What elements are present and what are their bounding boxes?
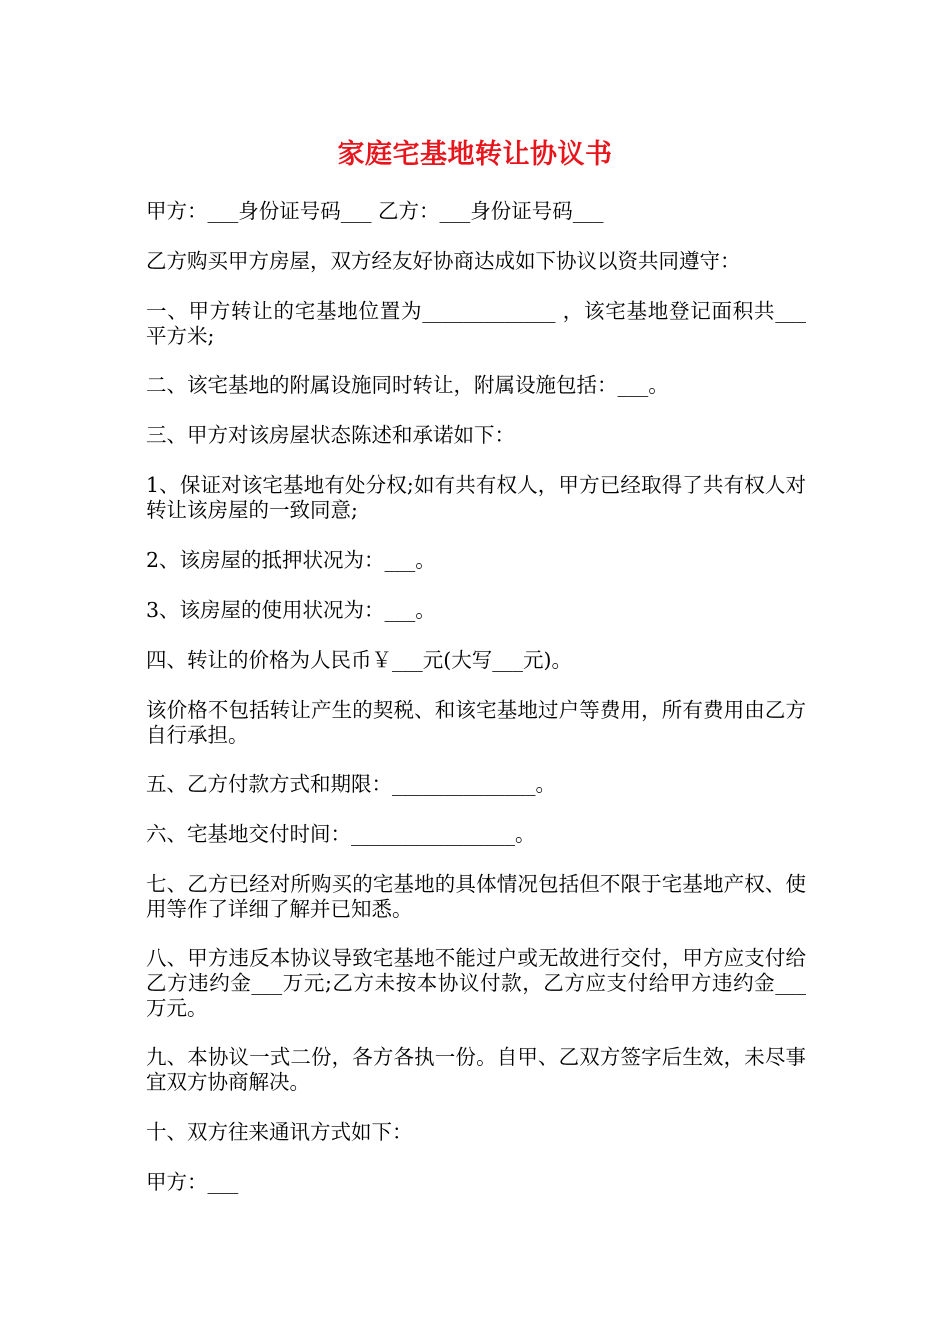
paragraph-clause-1: 一、甲方转让的宅基地位置为_____________ ，该宅基地登记面积共___平方米; — [146, 299, 806, 348]
document-title: 家庭宅基地转让协议书 — [337, 139, 613, 170]
paragraph-clause-4: 四、转让的价格为人民币￥___元(大写___元)。 — [146, 648, 572, 672]
paragraph-intro: 乙方购买甲方房屋，双方经友好协商达成如下协议以资共同遵守： — [146, 249, 741, 273]
paragraph-clause-10: 十、双方往来通讯方式如下： — [146, 1120, 413, 1144]
paragraph-clause-7: 七、乙方已经对所购买的宅基地的具体情况包括但不限于宅基地产权、使用等作了详细了解并已知悉。 — [146, 872, 806, 921]
paragraph-clause-3-1: 1、保证对该宅基地有处分权;如有共有权人，甲方已经取得了共有权人对转让该房屋的一致同意; — [146, 473, 806, 522]
paragraph-parties: 甲方：___身份证号码___ 乙方：___身份证号码___ — [146, 199, 604, 223]
paragraph-fees: 该价格不包括转让产生的契税、和该宅基地过户等费用，所有费用由乙方自行承担。 — [146, 698, 806, 747]
paragraph-clause-3-3: 3、该房屋的使用状况为：___。 — [146, 598, 436, 622]
paragraph-clause-8: 八、甲方违反本协议导致宅基地不能过户或无故进行交付，甲方应支付给乙方违约金___万元;乙方未按本协议付款，乙方应支付给甲方违约金___万元。 — [146, 946, 806, 1020]
paragraph-party-a-contact: 甲方：___ — [146, 1170, 239, 1194]
paragraph-clause-5: 五、乙方付款方式和期限：______________。 — [146, 772, 556, 796]
paragraph-clause-9: 九、本协议一式二份，各方各执一份。自甲、乙双方签字后生效，未尽事宜双方协商解决。 — [146, 1045, 806, 1094]
paragraph-clause-3-2: 2、该房屋的抵押状况为：___。 — [146, 548, 436, 572]
paragraph-clause-2: 二、该宅基地的附属设施同时转让，附属设施包括：___。 — [146, 373, 669, 397]
paragraph-clause-3: 三、甲方对该房屋状态陈述和承诺如下： — [146, 423, 515, 447]
paragraph-clause-6: 六、宅基地交付时间：________________。 — [146, 822, 536, 846]
